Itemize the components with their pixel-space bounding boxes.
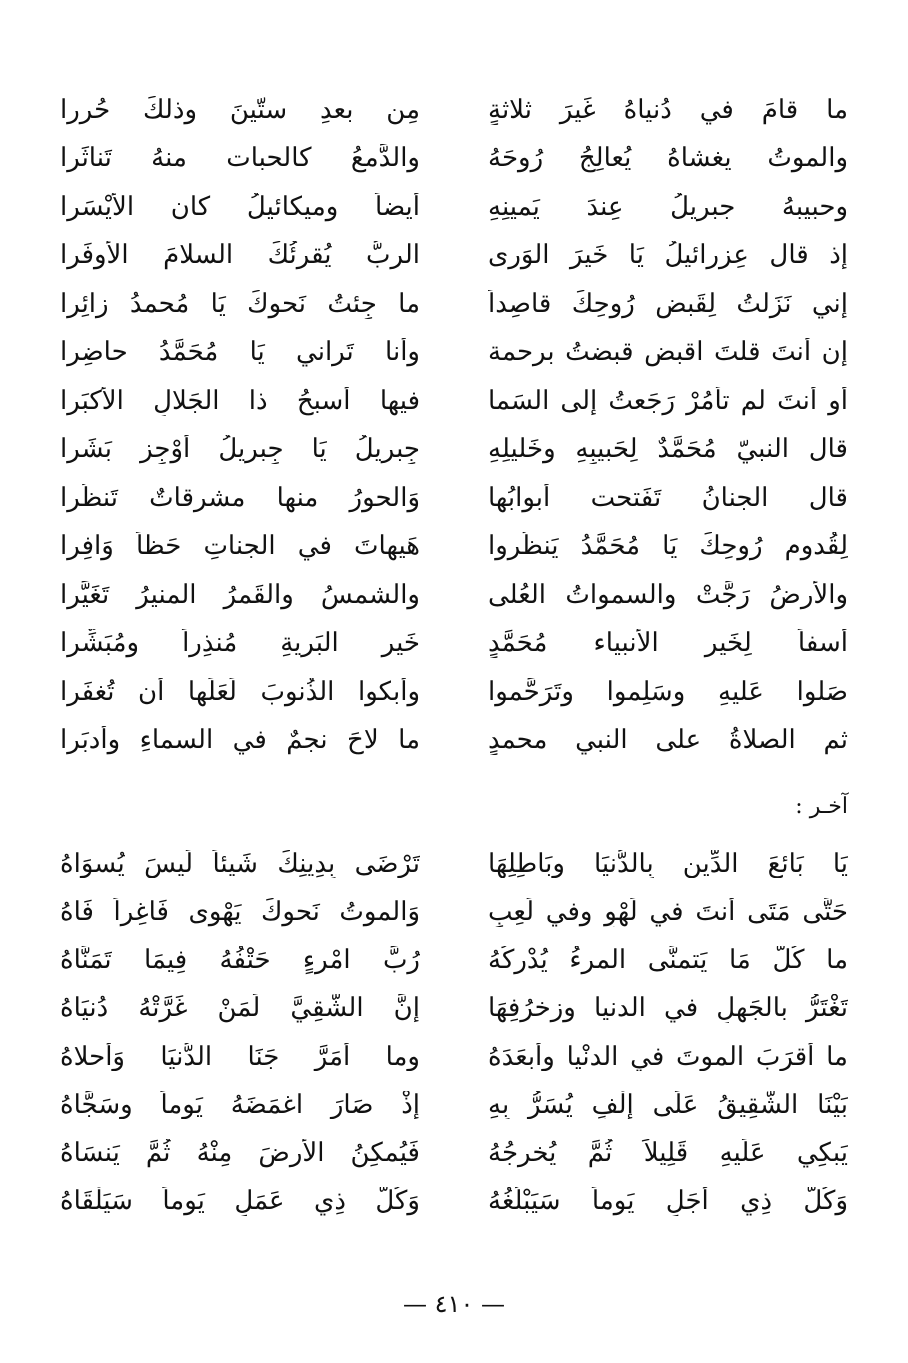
first-hemistich: وَكُلُّ ذِي أجَلٍ يَوماً سَيَبْلُغُهُ xyxy=(488,1187,848,1216)
poem-section-2 xyxy=(60,840,848,1226)
second-hemistich: والدَّمعُ كالحبات منهُ تَناثَرا xyxy=(60,144,420,174)
first-hemistich: صَلوا عَليهِ وسَلِموا وتَرَحَّموا xyxy=(488,677,848,707)
first-hemistich: قال النبيّ مُحَمَّدٌ لِحَبيبِهِ وخَليلِهِ xyxy=(488,435,848,465)
verse-row xyxy=(60,1081,848,1129)
verse-row xyxy=(60,280,848,329)
second-hemistich: فَيُمكِنُ الأرضَ مِنْهُ ثُمَّ يَنسَاهُ xyxy=(60,1138,420,1168)
verse-row xyxy=(60,377,848,426)
first-hemistich: ثم الصلاةُ على النبيِ محمدٍ xyxy=(488,726,848,756)
second-hemistich: وأبكوا الذُنوبَ لَعَلَها أن تُغفَرا xyxy=(60,677,420,707)
first-hemistich: يَا بَائعَ الدِّينِ بِالدُّنيَا وبَاطِلِهَا xyxy=(488,849,848,879)
second-hemistich: رُبَّ امْرِءٍ حَتْفُهُ فِيمَا تَمَنَّاهُ xyxy=(60,946,420,975)
second-hemistich: الربُّ يُقرِئُكَ السلامَ الأوفَرا xyxy=(60,241,420,271)
verse-row xyxy=(60,232,848,281)
verse-row xyxy=(60,1177,848,1225)
first-hemistich: قال الجنانُ تَفَتحت أبوابُها xyxy=(488,483,848,513)
verse-row xyxy=(60,620,848,669)
verse-row xyxy=(60,426,848,475)
first-hemistich: وحبيبهُ جبريلُ عِندَ يَمينِهِ xyxy=(488,192,848,222)
second-hemistich: ما جِئتُ نَحوكَ يَا مُحمدُ زائِرا xyxy=(60,289,420,319)
first-hemistich: ما كُلُّ مَا يَتمنَّى المرءُ يُدْرِكُهُ xyxy=(488,946,848,975)
second-hemistich: وَالحورُ منها مشرقاتٌ تَنظُرا xyxy=(60,483,420,513)
first-hemistich: إن أنتَ قلتَ اقبض قبضتُ برحمة xyxy=(488,338,848,368)
verse-row xyxy=(60,717,848,766)
second-hemistich: مِن بعدِ ستّينَ وذلكَ حُررا xyxy=(60,95,420,125)
second-hemistich: تَرْضَى بِدِينِكَ شَيئاً لَيسَ يُسوَاهُ xyxy=(60,849,420,879)
verse-row xyxy=(60,985,848,1033)
verse-row xyxy=(60,183,848,232)
interlude-heading: آخـر : xyxy=(795,794,848,819)
first-hemistich: ما أقرَبَ الموتَ في الدنْيا وأبعَدَهُ xyxy=(488,1042,848,1072)
first-hemistich: يَبكِي عَلَيهِ قَلِيلاً ثُمَّ يُخرِجُهُ xyxy=(488,1138,848,1168)
second-hemistich: والشمسُ والقَمرُ المنيرُ تَغَيَّرا xyxy=(60,580,420,610)
second-hemistich: فيها أسبحُ ذا الجَلالِ الأكبَرا xyxy=(60,386,420,416)
page-number: — ٤١٠ — xyxy=(403,1290,505,1318)
verse-row xyxy=(60,840,848,888)
first-hemistich: أسفاً لِخَيرِ الأنبياء مُحَمَّدٍ xyxy=(488,629,848,659)
verse-row xyxy=(60,474,848,523)
verse-row xyxy=(60,329,848,378)
second-hemistich: هَيهاتَ في الجناتِ حَظاً وَافِرا xyxy=(60,532,420,562)
second-hemistich: خَيرِ البَرِيةِ مُنذِراً ومُبَشِّرا xyxy=(60,629,420,659)
second-hemistich: أيضاً وميكائيلُ كان الأيْسَرا xyxy=(60,192,420,222)
verse-row xyxy=(60,1033,848,1081)
verse-row xyxy=(60,135,848,184)
second-hemistich: وأنا تَراني يَا مُحَمَّدُ حاضِرا xyxy=(60,338,420,368)
first-hemistich: بَيْنَا الشَّقِيقُ عَلَى إلْفٍ يُسَرُّ بِهِ xyxy=(488,1090,848,1120)
verse-row xyxy=(60,571,848,620)
verse-row xyxy=(60,523,848,572)
first-hemistich: والموتُ يغشاهُ يُعالِجُ رُوحَهُ xyxy=(488,144,848,174)
first-hemistich: تَغْتَرُّ بالجَهلِ في الدنيا وزخرُفِهَا xyxy=(488,994,848,1023)
second-hemistich: إذْ صَارَ اغمَضَهُ يَوماً وسَجَّاهُ xyxy=(60,1090,420,1120)
second-hemistich: إنَّ الشَّقِيَّ لَمَنْ غَرَّتْهُ دُنيَاهُ xyxy=(60,994,420,1023)
verse-row xyxy=(60,86,848,135)
verse-row xyxy=(60,668,848,717)
second-hemistich: وما أَمَرَّ جَنَا الدُّنيَا وَأحلاهُ xyxy=(60,1042,420,1072)
first-hemistich: حَتَّى مَتَى أنتَ في لَهْوٍ وفي لَعِبٍ xyxy=(488,897,848,927)
first-hemistich: لِقُدومِ رُوحِكَ يَا مُحَمَّدُ يَنظُروا xyxy=(488,532,848,562)
second-hemistich: وَكُلُّ ذِي عَمَلٍ يَوماً سَيَلْقَاهُ xyxy=(60,1187,420,1216)
verse-row xyxy=(60,1129,848,1177)
first-hemistich: إني نَزَلتُ لِقَبضِ رُوحِكَ قاصِداً xyxy=(488,289,848,319)
first-hemistich: ما قامَ في دُنياهُ غَيرَ ثلاثةٍ xyxy=(488,95,848,125)
second-hemistich: ما لاحَ نجمٌ في السماءِ وأدبَرا xyxy=(60,726,420,756)
first-hemistich: والأرضُ رَجَّتْ والسمواتُ العُلى xyxy=(488,580,848,610)
first-hemistich: إذ قال عِزرائيلُ يَا خَيرَ الوَرى xyxy=(488,241,848,271)
verse-row xyxy=(60,888,848,936)
poem-section-1 xyxy=(60,86,848,765)
second-hemistich: جِبريلُ يَا جِبريلُ أوْجِز بَشَرا xyxy=(60,435,420,465)
first-hemistich: أو أنتَ لم تأمُرْ رَجَعتُ إلى السَما xyxy=(488,386,848,416)
second-hemistich: وَالموتُ نَحوكَ يَهْوِى فَاغِراً فَاهُ xyxy=(60,897,420,927)
verse-row xyxy=(60,936,848,984)
